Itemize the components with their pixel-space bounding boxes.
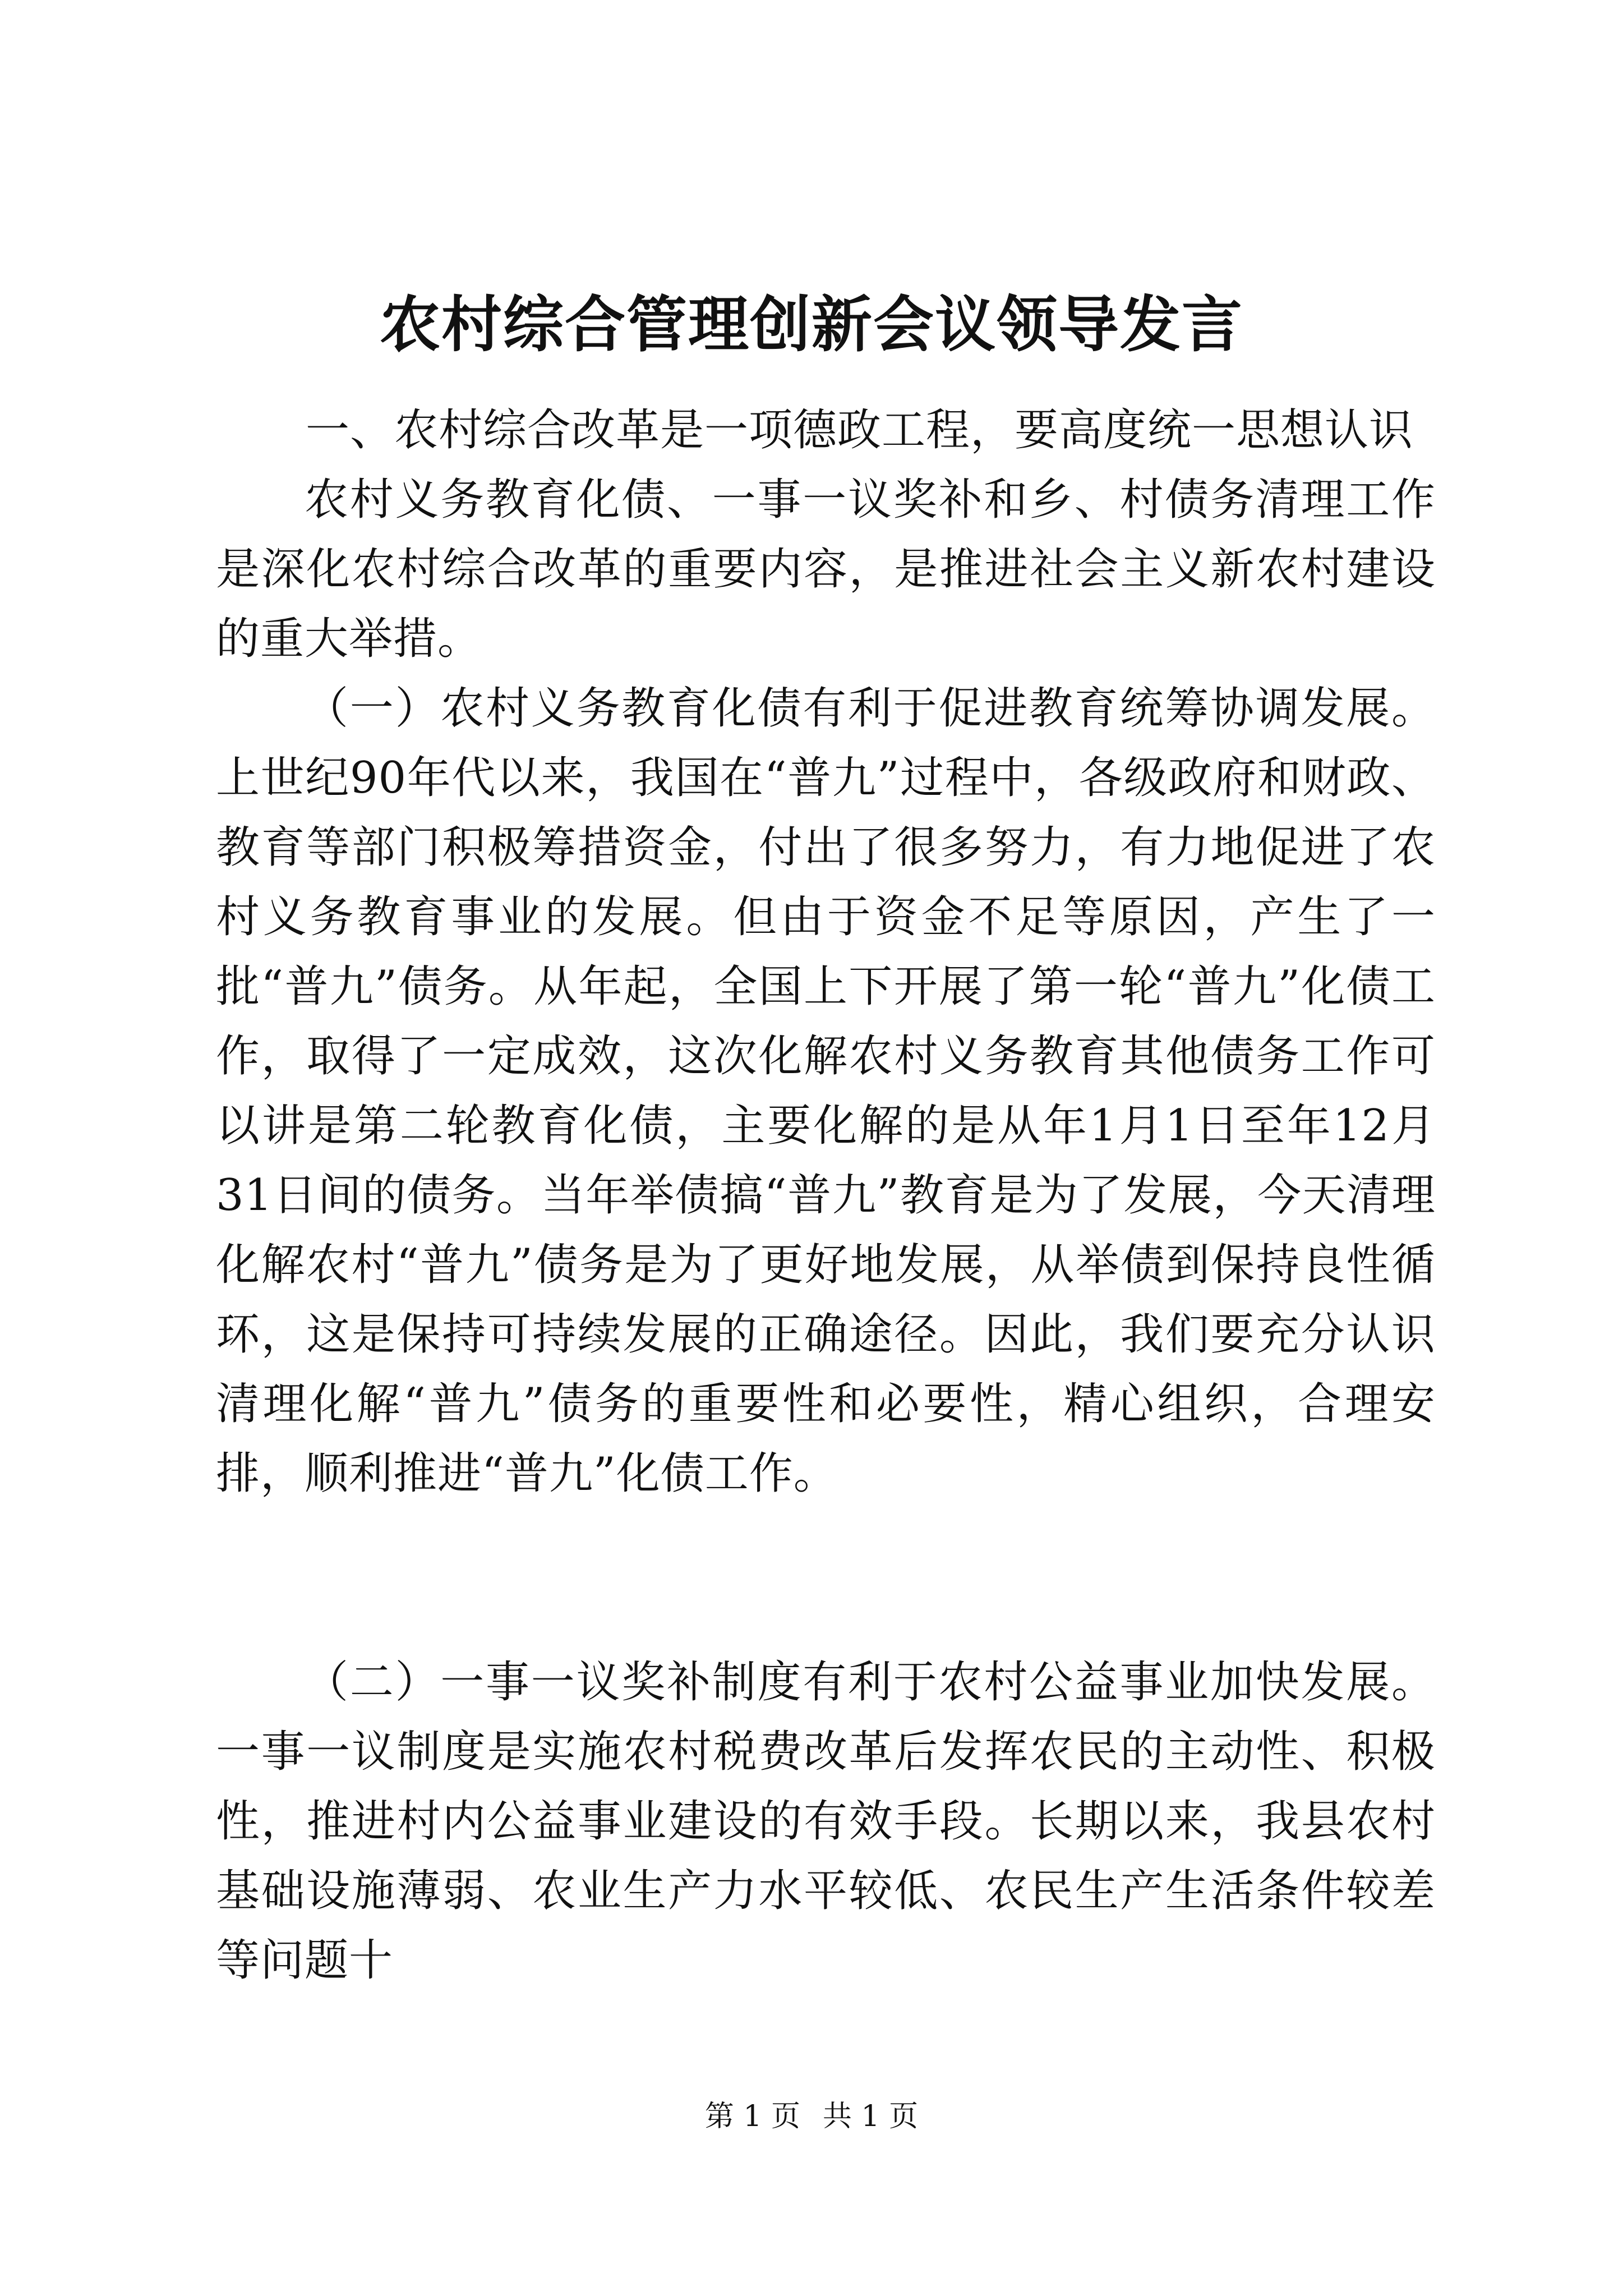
body-paragraph: （二）一事一议奖补制度有利于农村公益事业加快发展。一事一议制度是实施农村税费改革后发挥农民的主动性、积极性，推进村内公益事业建设的有效手段。长期以来，我县农村基础设施薄弱、农业生产力水平较低、农民生产生活条件较差等问题十 — [216, 1657, 1436, 1986]
body-paragraph: 农村义务教育化债、一事一议奖补和乡、村债务清理工作是深化农村综合改革的重要内容，是推进社会主义新农村建设的重大举措。 — [216, 475, 1436, 664]
section-heading: 一、农村综合改革是一项德政工程，要高度统一思想认识 — [306, 405, 1414, 455]
body-paragraph-1-block — [216, 465, 1436, 674]
page-total: 共 1 页 — [823, 2100, 919, 2133]
body-paragraph-2-block — [216, 674, 1436, 1508]
body-paragraph-3-block — [216, 1648, 1436, 1995]
document-title: 农村综合管理创新会议领导发言 — [379, 290, 1243, 360]
body-paragraph: （一）农村义务教育化债有利于促进教育统筹协调发展。上世纪90年代以来，我国在“普九”过程中，各级政府和财政、教育等部门积极筹措资金，付出了很多努力，有力地促进了农村义务教育事业的发展。但由于资金不足等原因，产生了一批“普九”债务。从年起，全国上下开展了第一轮“普九”化债工作，取得了一定成效，这次化解农村义务教育其他债务工作可以讲是第二轮教育化债，主要化解的是从年1月1日至年12月31日间的债务。当年举债搞“普九”教育是为了发展，今天清理化解农村“普九”债务是为了更好地发展，从举债到保持良性循环，这是保持可持续发展的正确途径。因此，我们要充分认识清理化解“普九”债务的重要性和必要性，精心组织，合理安排，顺利推进“普九”化债工作。 — [216, 683, 1436, 1499]
page-number: 第 1 页 — [704, 2100, 800, 2133]
page-footer — [0, 2097, 1623, 2136]
